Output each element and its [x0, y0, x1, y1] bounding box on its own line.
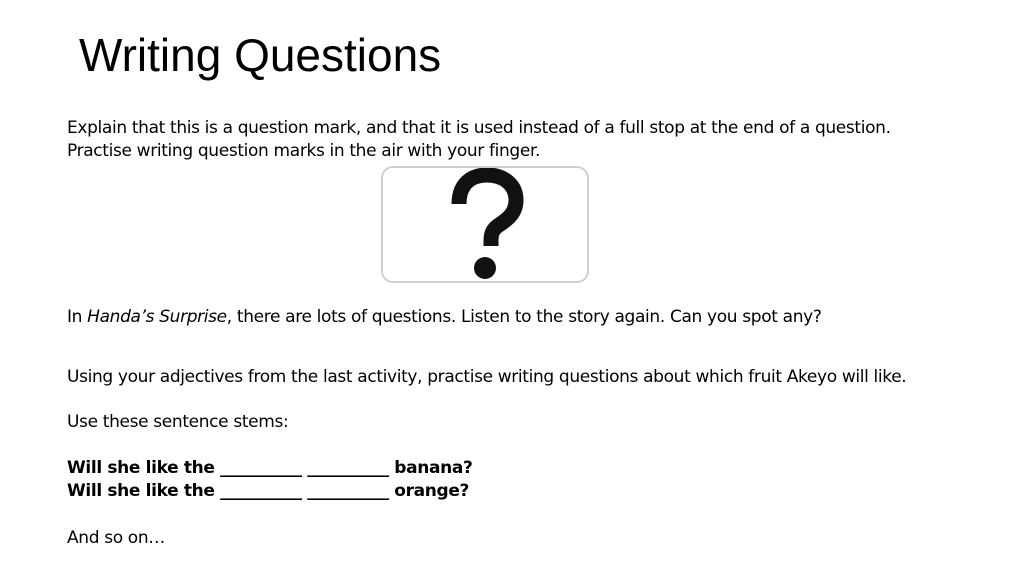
slide-title: Writing Questions	[79, 29, 442, 81]
stems-intro: Use these sentence stems:	[67, 412, 289, 432]
handa-paragraph	[67, 306, 967, 329]
question-mark-image	[381, 166, 589, 283]
handa-prefix: In	[67, 307, 88, 327]
adjectives-paragraph: Using your adjectives from the last activity, practise writing questions about which fruit Akeyo will like.	[67, 367, 907, 387]
question-mark-icon	[383, 168, 587, 281]
handa-suffix: , there are lots of questions. Listen to the story again. Can you spot any?	[226, 307, 822, 327]
closing-text: And so on…	[67, 528, 165, 548]
sentence-stem-banana: Will she like the __________ __________ banana?	[67, 458, 473, 478]
book-title: Handa’s Surprise	[87, 307, 227, 327]
sentence-stem-orange: Will she like the __________ __________ orange?	[67, 481, 470, 501]
explain-paragraph: Explain that this is a question mark, and that it is used instead of a full stop at the end of a question. Practise writing question marks in the air with your finger.	[67, 118, 891, 161]
